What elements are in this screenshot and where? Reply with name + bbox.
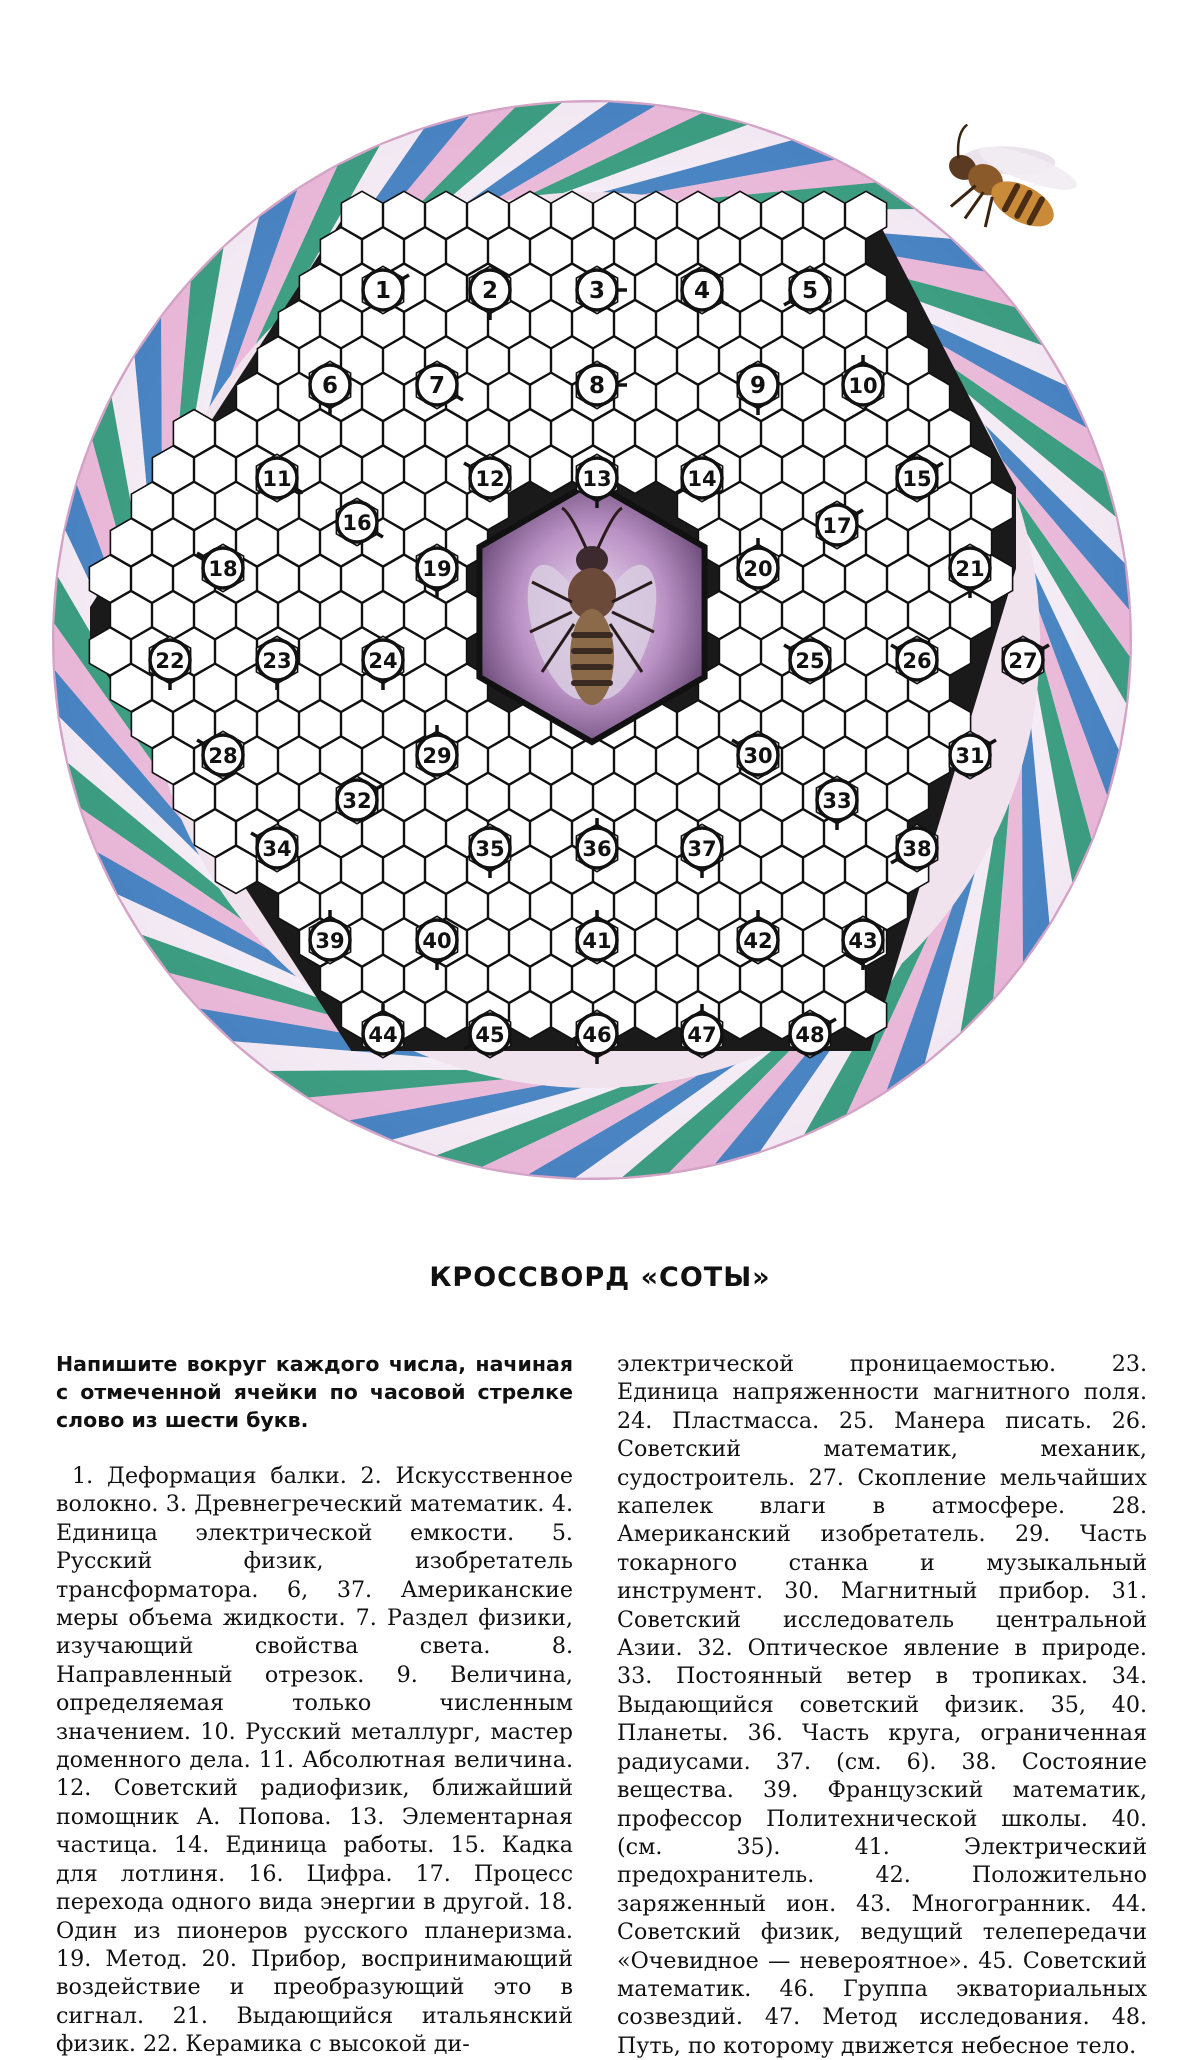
number-label: 26	[902, 649, 932, 673]
clues-text-part-1: 1. Деформация балки. 2. Искусственное волокно. 3. Древнегреческий математик. 4. Единица электрической емкости. 5. Русский физик, изобретатель трансформатора. 6, 37. Американские меры объема жидкости. 7. Раздел физики, изучающий свойства света. 8. Направленный отрезок. 9. Величина, определяемая только численным значением. 10. Русский металлург, мастер доменного дела. 11. Абсолютная величина. 12. Советский радиофизик, ближайший помощник А. Попова. 13. Элементарная частица. 14. Единица работы. 15. Кадка для лотлиня. 16. Цифра. 17. Процесс перехода одного вида энергии в другой. 18. Один из пионеров русского планеризма. 19. Метод. 20. Прибор, воспринимающий воздействие и преобразующий это в сигнал. 21. Выдающийся итальянский физик. 22. Керамика с высокой ди-	[56, 1463, 573, 2058]
number-label: 8	[588, 373, 606, 399]
number-label: 47	[687, 1023, 717, 1047]
number-label: 6	[321, 373, 339, 399]
bee-icon	[926, 106, 1089, 259]
page-title: КРОССВОРД «СОТЫ»	[429, 1262, 771, 1293]
number-label: 27	[1008, 649, 1038, 673]
number-label: 40	[422, 929, 452, 953]
number-label: 46	[582, 1023, 612, 1047]
number-label: 37	[687, 837, 717, 861]
number-label: 2	[481, 278, 499, 304]
number-label: 28	[208, 744, 238, 768]
text-column-right	[617, 1350, 1147, 2060]
number-label: 35	[475, 837, 505, 861]
instruction-text: Напишите вокруг каждого числа, начиная с отмеченной ячейки по часовой стрелке слово из шести букв.	[56, 1352, 573, 1432]
number-label: 25	[795, 649, 825, 673]
number-label: 30	[743, 744, 773, 768]
number-label: 39	[315, 929, 345, 953]
number-label: 10	[848, 374, 878, 398]
number-label: 32	[342, 789, 372, 813]
number-label: 11	[262, 467, 292, 491]
number-label: 17	[822, 514, 852, 538]
number-label: 45	[475, 1023, 505, 1047]
number-label: 9	[749, 373, 767, 399]
number-label: 44	[368, 1023, 398, 1047]
number-label: 33	[822, 789, 852, 813]
number-label: 31	[955, 744, 985, 768]
number-label: 3	[588, 278, 606, 304]
number-label: 16	[342, 511, 372, 535]
number-label: 48	[795, 1023, 825, 1047]
number-label: 22	[155, 649, 185, 673]
number-label: 34	[262, 837, 292, 861]
number-label: 12	[475, 467, 505, 491]
number-label: 15	[902, 467, 932, 491]
number-label: 41	[582, 929, 612, 953]
number-label: 23	[262, 649, 292, 673]
number-label: 13	[582, 467, 612, 491]
number-label: 43	[848, 929, 878, 953]
text-column-left	[56, 1350, 573, 2059]
number-label: 38	[902, 837, 932, 861]
number-label: 18	[208, 557, 238, 581]
number-label: 21	[955, 557, 985, 581]
number-label: 36	[582, 837, 612, 861]
number-label: 14	[687, 467, 717, 491]
number-label: 19	[422, 557, 452, 581]
number-label: 4	[693, 278, 711, 304]
number-label: 42	[743, 929, 773, 953]
number-label: 7	[428, 373, 446, 399]
number-label: 29	[422, 744, 452, 768]
number-label: 24	[368, 649, 398, 673]
number-label: 5	[801, 278, 819, 304]
number-label: 20	[743, 557, 773, 581]
clues-text-part-2: электрической проницаемостью. 23. Единица напряженности магнитного поля. 24. Пластмасса. 25. Манера писать. 26. Советский математик, механик, судостроитель. 27. Скопление мельчайших капелек влаги в атмосфере. 28. Американский изобретатель. 29. Часть токарного станка и музыкальный инструмент. 30. Магнитный прибор. 31. Советский исследователь центральной Азии. 32. Оптическое явление в природе. 33. Постоянный ветер в тропиках. 34. Выдающийся советский физик. 35, 40. Планеты. 36. Часть круга, ограниченная радиусами. 37. (см. 6). 38. Состояние вещества. 39. Французский математик, профессор Политехнической школы. 40. (см. 35). 41. Электрический предохранитель. 42. Положительно заряженный ион. 43. Многогранник. 44. Советский физик, ведущий телепередачи «Очевидное — невероятное». 45. Советский математик. 46. Группа экваториальных созвездий. 47. Метод исследования. 48. Путь, по которому движется небесное тело.	[617, 1351, 1147, 2059]
number-label: 1	[374, 278, 392, 304]
bee-illustration-top-right	[926, 106, 1089, 259]
